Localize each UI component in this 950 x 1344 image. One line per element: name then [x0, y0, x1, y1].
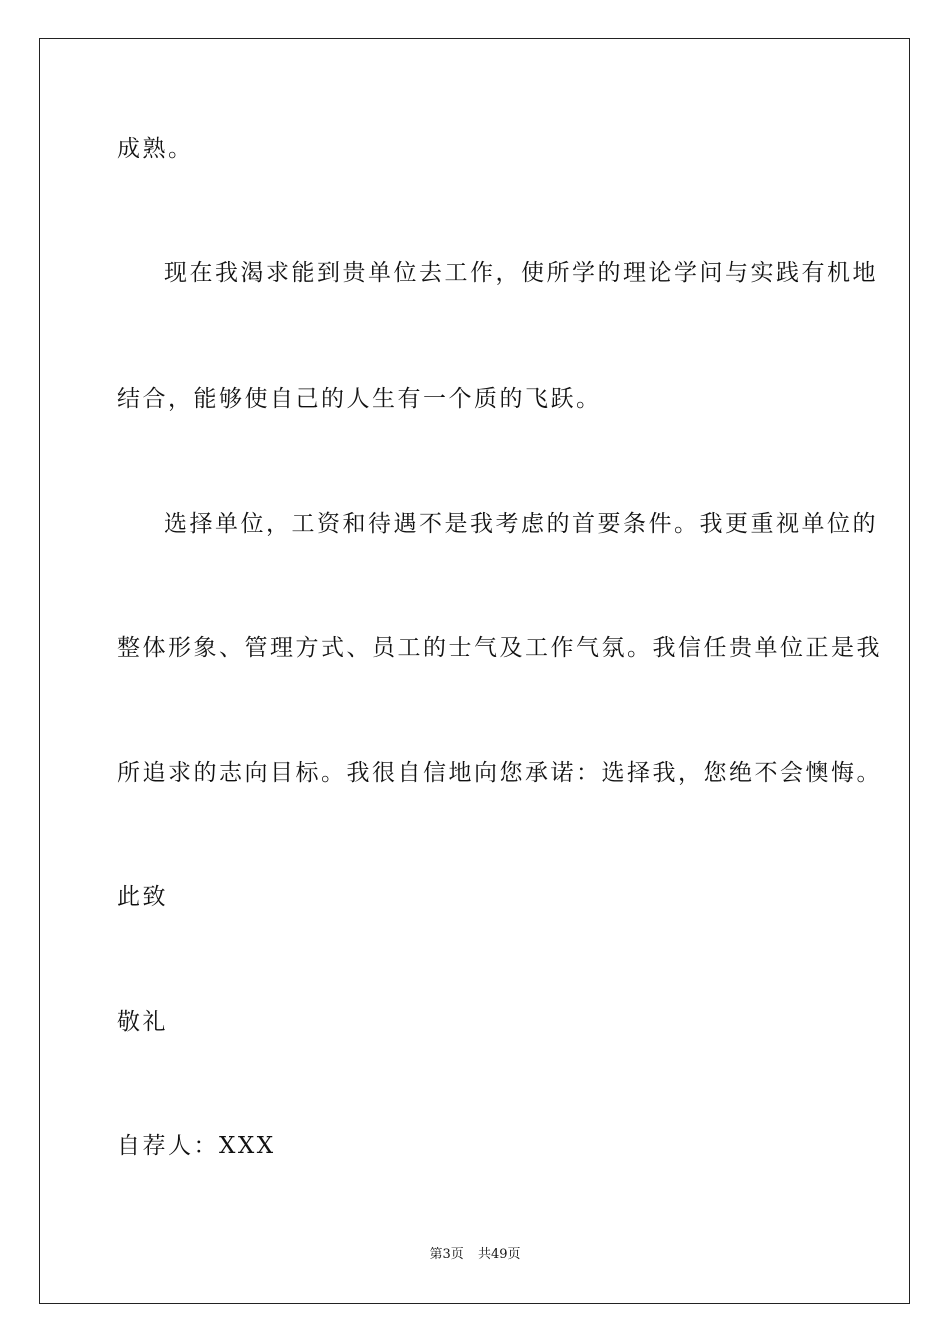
closing-salutation: 此致: [117, 884, 168, 910]
total-pages: 共49页: [477, 1247, 521, 1262]
paragraph-3-line-1: 选择单位，工资和待遇不是我考虑的首要条件。我更重视单位的: [164, 511, 878, 537]
page-footer: [0, 1246, 950, 1264]
page-border: [39, 38, 910, 1304]
paragraph-3-line-2: 整体形象、管理方式、员工的士气及工作气氛。我信任贵单位正是我: [117, 635, 882, 661]
closing-regards: 敬礼: [117, 1009, 168, 1035]
paragraph-3-line-3: 所追求的志向目标。我很自信地向您承诺：选择我，您绝不会懊悔。: [117, 760, 882, 786]
signature-line: 自荐人：XXX: [117, 1133, 276, 1159]
page-number: 第3页: [429, 1247, 464, 1262]
paragraph-2-line-2: 结合，能够使自己的人生有一个质的飞跃。: [117, 386, 602, 412]
paragraph-2-line-1: 现在我渴求能到贵单位去工作，使所学的理论学问与实践有机地: [164, 260, 878, 286]
text-line-1: 成熟。: [117, 136, 194, 162]
